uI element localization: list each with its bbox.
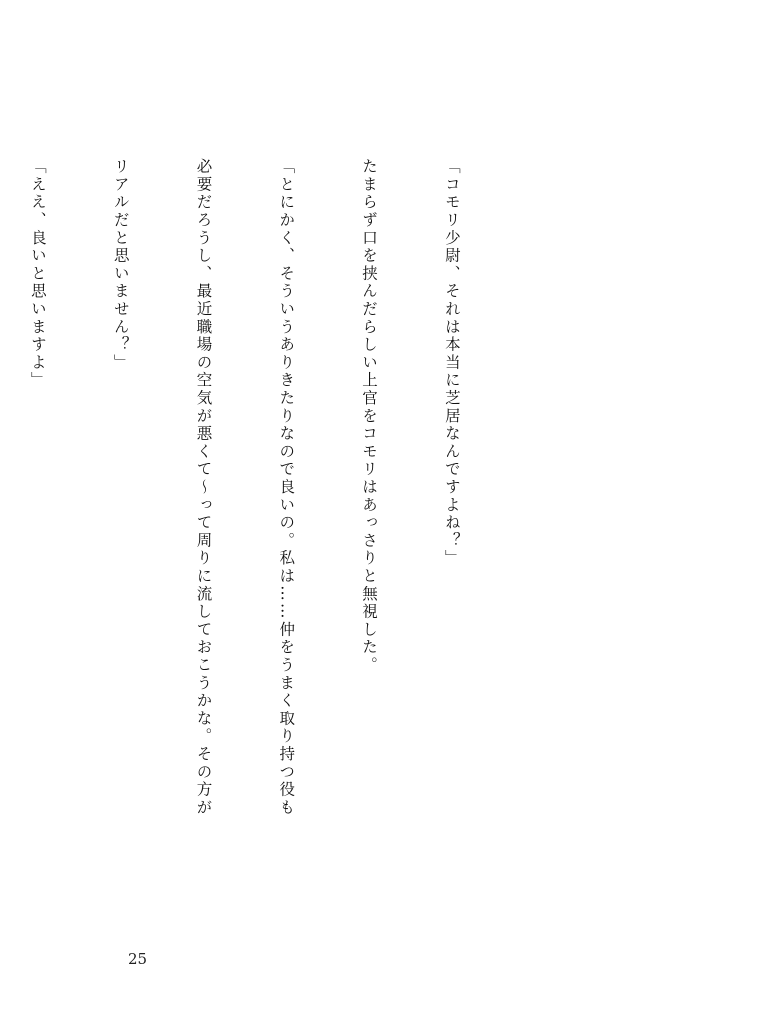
- text-line: 「ええ、良いと思いますよ」: [28, 158, 47, 390]
- vertical-text-block: [0, 158, 520, 858]
- text-line: 「とにかく、そういうありきたりなので良いの。私は……仲をうまく取り持つ役も: [277, 158, 296, 817]
- text-line: 「コモリ少尉、それは本当に芝居なんですよね？」: [442, 158, 461, 568]
- text-line: たまらず口を挟んだらしい上官をコモリはあっさりと無視した。: [360, 158, 379, 675]
- text-line: 必要だろうし、最近職場の空気が悪くて〜って周りに流しておこうかな。その方が: [194, 158, 213, 817]
- text-line: リアルだと思いません？」: [111, 158, 130, 372]
- page-number: 25: [128, 950, 148, 968]
